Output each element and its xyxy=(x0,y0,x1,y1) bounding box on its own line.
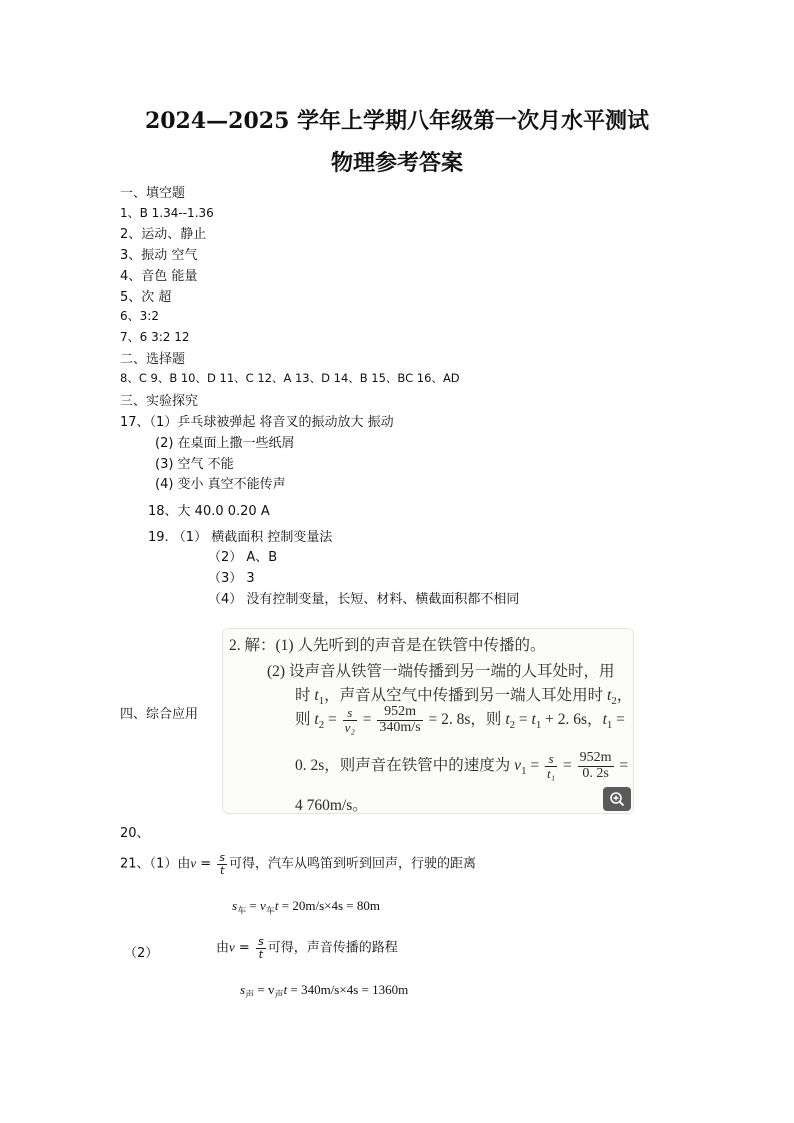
solution-line-2: (2) 设声音从铁管一端传播到另一端的人耳处时，用 xyxy=(267,663,615,680)
q17-part3: (3) 空气 不能 xyxy=(155,457,234,472)
solution-line-5: 0. 2s，则声音在铁管中的速度为 $v_1$ = $\frac{s}{\text{t₁}}$ = $\frac{952m}{0. 2s}$ = xyxy=(295,750,629,781)
q21-part1-equation: $s_车 = v_车t = 20m/s\times 4s = 80m$ xyxy=(232,898,380,916)
q17-part4: (4) 变小 真空不能传声 xyxy=(155,477,286,492)
section-fill-blank-heading: 一、填空题 xyxy=(120,186,186,201)
answer-line-2: 2、运动、静止 xyxy=(120,227,207,242)
answer-line-4: 4、音色 能量 xyxy=(120,269,198,284)
q20-label: 20、 xyxy=(120,826,150,841)
section-choice-heading: 二、选择题 xyxy=(120,352,186,367)
solution-line-1: 2. 解：(1) 人先听到的声音是在铁管中传播的。 xyxy=(229,637,546,654)
solution-line-4: 则 $t_2$ = $\frac{s}{\text{v₂}}$ = $\frac{952m}{340m/s}$ = 2. 8s，则 $t_2 = t_1 + 2$. 6s，$t_1$ = xyxy=(295,704,625,735)
solution-image xyxy=(222,628,634,814)
solution-line-3: 时 $t_1$，声音从空气中传播到另一端人耳处用时 $t_2$， xyxy=(295,687,633,708)
q19-part3: （3） 3 xyxy=(208,571,255,586)
zoom-in-icon[interactable] xyxy=(603,787,631,811)
q17-part1: 17、（1）乒乓球被弹起 将音叉的振动放大 振动 xyxy=(120,415,394,430)
q21-part2-equation: $s_声 = v_声t = 340m/s\times 4s = 1360m$ xyxy=(240,982,409,1000)
q18-answer: 18、大 40.0 0.20 A xyxy=(148,504,270,519)
q19-part1: 19. （1） 横截面积 控制变量法 xyxy=(148,530,333,545)
q21-part2: 由v = $\frac{s}{t}$ 可得，声音传播的路程 xyxy=(216,935,398,961)
q21-part1: 21、（1）由v = $\frac{s}{t}$ 可得，汽车从鸣笛到听到回声，行驶的距离 xyxy=(120,851,477,877)
q19-part4: （4） 没有控制变量，长短、材料、横截面积都不相同 xyxy=(208,592,520,607)
solution-line-6: 4 760m/s。 xyxy=(295,797,368,814)
answer-line-3: 3、振动 空气 xyxy=(120,248,198,263)
answer-line-6: 6、3:2 xyxy=(120,309,159,323)
q21-part2-label: （2） xyxy=(124,946,159,961)
answer-line-7: 7、6 3:2 12 xyxy=(120,330,190,344)
answer-line-1: 1、B 1.34--1.36 xyxy=(120,206,214,220)
choice-answers: 8、C 9、B 10、D 11、C 12、A 13、D 14、B 15、BC 16、AD xyxy=(120,371,460,385)
section-experiment-heading: 三、实验探究 xyxy=(120,394,199,409)
q17-part2: (2) 在桌面上撒一些纸屑 xyxy=(155,436,295,451)
q19-part2: （2） A、B xyxy=(208,550,278,565)
page-subtitle: 物理参考答案 xyxy=(330,150,463,176)
page-title: 2024—2025 学年上学期八年级第一次月水平测试 xyxy=(144,108,650,134)
answer-line-5: 5、次 超 xyxy=(120,290,172,305)
section-application-heading: 四、综合应用 xyxy=(120,707,199,722)
